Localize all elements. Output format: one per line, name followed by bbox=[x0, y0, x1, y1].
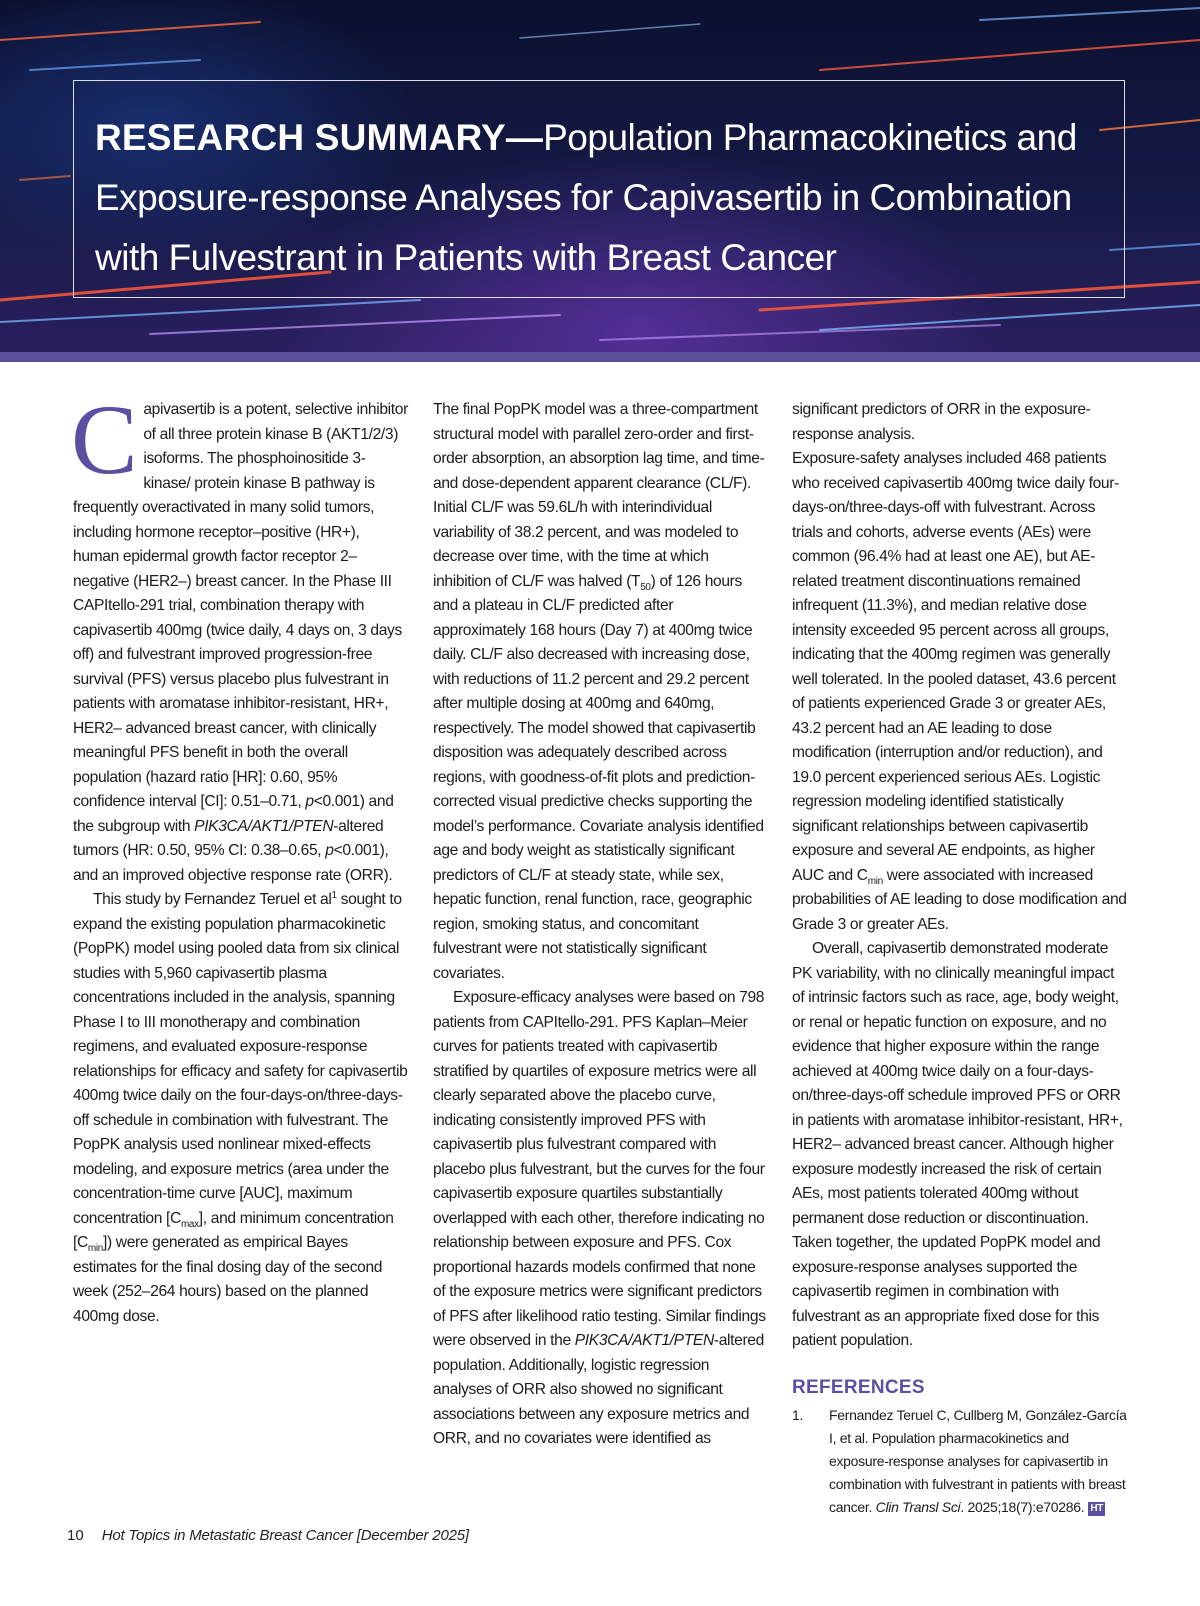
paragraph-intro bbox=[71, 384, 409, 888]
cmin-subscript-2-flow: min bbox=[867, 875, 883, 887]
intro-text-b: <0.001) and the subgroup with bbox=[73, 793, 394, 835]
model-text-b: ) of 126 hours and a plateau in CL/F predicted after approximately 168 hours (Day 7) at 400mg twice daily. CL/F also decreased with increasing dose, with reductions of 11.2 percent and 29.2 percent after multiple dosing at 400mg and 640mg, respectively. The model showed that capivasertib disposition was adequately described across regions, with goodness-of-fit plots and prediction-corrected visual predictive checks supporting the model’s performance. Covariate analysis identified age and body weight as statistically significant predictors of CL/F at steady state, while sex, hepatic function, renal function, race, geographic region, smoking status, and concomitant fulvestrant were not statistically significant covariates. bbox=[433, 572, 764, 982]
title-label: RESEARCH SUMMARY— bbox=[95, 117, 544, 158]
study-text-c: ], and minimum concentration [C bbox=[73, 1209, 394, 1251]
column-3 bbox=[792, 398, 1128, 1519]
cmin-subscript: min bbox=[87, 1243, 103, 1255]
p-value-italic-2: p bbox=[325, 842, 334, 859]
p-value-italic: p bbox=[305, 793, 314, 810]
study-text-d: ]) were generated as empirical Bayes estimates for the final dosing day of the second week (252–264 hours) based on the planned 400mg dose. bbox=[73, 1234, 383, 1325]
study-text-a: This study by Fernandez Teruel et al bbox=[93, 891, 332, 908]
intro-text-d: <0.001), and an improved objective response rate (ORR). bbox=[73, 842, 393, 884]
references-heading: REFERENCES bbox=[792, 1376, 925, 1398]
title-text: Population Pharmacokinetics and Exposure-response Analyses for Capivasertib in Combination with Fulvestrant in Patients with Breast Cancer bbox=[95, 117, 1077, 278]
header-banner bbox=[0, 0, 1200, 352]
ht-logo-badge: HT bbox=[1090, 1503, 1104, 1514]
citation-superscript: 1 bbox=[331, 889, 337, 901]
efficacy-text-b-flow: significant predictors of ORR in the exposure-response analysis. bbox=[792, 401, 1091, 443]
paragraph-model-cont bbox=[433, 398, 769, 986]
reference-citation: . 2025;18(7):e70286. bbox=[960, 1499, 1085, 1515]
study-text-b: sought to expand the existing population pharmacokinetic (PopPK) model using pooled data from six clinical studies with 5,960 capivasertib plasma concentrations included in the analysis, spanning Phase I to III monotherapy and combination regimens, and evaluated exposure-response relationships for efficacy and safety for capivasertib 400mg twice daily on the four-days-on/three-days-off schedule in combination with fulvestrant. The PopPK analysis used nonlinear mixed-effects modeling, and exposure metrics (area under the concentration-time curve [AUC], maximum concentration [C bbox=[73, 891, 408, 1227]
model-text-a: The final PopPK model was a three-compartment structural model with parallel zero-order and first-order absorption, an absorption lag time, and time- and dose-dependent apparent clearance (CL/F). Initial CL/F was 59.6L/h with interindividual variability of 38.2 percent, and was modeled to decrease over time, with the time at which inhibition of CL/F was halved (T bbox=[433, 401, 765, 590]
efficacy-text-a: Exposure-efficacy analyses were based on 798 patients from CAPItello-291. PFS Kaplan–Meier curves for patients treated with capivasertib stratified by quartiles of exposure metrics were all clearly separated above the placebo curve, indicating consistently improved PFS with capivasertib plus fulvestrant compared with placebo plus fulvestrant, but the curves for the four capivasertib exposure quartiles substantially overlapped with each other, therefore indicating no relationship between exposure and PFS. Cox proportional hazards models confirmed that none of the exposure metrics were significant predictors of PFS after likelihood ratio testing. Similar findings were observed in the bbox=[433, 989, 766, 1349]
cmax-subscript: max bbox=[180, 1218, 199, 1230]
t50-subscript: 50 bbox=[640, 581, 651, 593]
paragraph-safety-cont bbox=[792, 447, 1128, 937]
intro-text-c: -altered tumors (HR: 0.50, 95% CI: 0.38–0.65, bbox=[73, 817, 384, 859]
gene-name-italic-2: PIK3CA/AKT1/PTEN bbox=[574, 1332, 714, 1349]
efficacy-text-b: -altered population. Additionally, logistic regression analyses of ORR also showed no significant associations between any exposure metrics and ORR, and no covariates were identified as bbox=[433, 1332, 764, 1447]
banner-accent-bar bbox=[0, 352, 1200, 362]
paragraph-conclusion bbox=[792, 937, 1128, 1354]
column-1 bbox=[71, 384, 409, 1329]
intro-text-a: apivasertib is a potent, selective inhibitor of all three protein kinase B (AKT1/2/3) isoforms. The phosphoinositide 3- kinase/ protein kinase B pathway is frequently overactivated in many solid tumors, including hormone receptor–positive (HR+), human epidermal growth factor receptor 2–negative (HER2–) breast cancer. In the Phase III CAPItello-291 trial, combination therapy with capivasertib 400mg (twice daily, 4 days on, 3 days off) and fulvestrant improved progression-free survival (PFS) versus placebo plus fulvestrant in patients with aromatase inhibitor-resistant, HR+, HER2– advanced breast cancer, with clinically meaningful PFS benefit in both the overall population (hazard ratio [HR]: 0.60, 95% confidence interval [CI]: 0.51–0.71, bbox=[73, 401, 408, 810]
page-number: 10 bbox=[67, 1527, 84, 1544]
safety-text-a-flow: Exposure-safety analyses included 468 patients who received capivasertib 400mg twice daily four-days-on/three-days-off with fulvestrant. Across trials and cohorts, adverse events (AEs) were common (96.4% had at least one AE), but AE-related treatment discontinuations remained infrequent (11.3%), and median relative dose intensity exceeded 95 percent across all groups, indicating that the 400mg regimen was generally well tolerated. In the pooled dataset, 43.6 percent of patients experienced Grade 3 or greater AEs, 43.2 percent had an AE leading to dose modification (interruption and/or reduction), and 19.0 percent experienced serious AEs. Logistic regression modeling identified statistically significant relationships between capivasertib exposure and several AE endpoints, as higher AUC and C bbox=[792, 450, 1119, 884]
reference-journal: Clin Transl Sci bbox=[875, 1499, 961, 1515]
reference-number: 1. bbox=[792, 1407, 804, 1423]
reference-text: Fernandez Teruel C, Cullberg M, González-García I, et al. Population pharmacokinetics and exposure-response analyses for capivasertib in combination with fulvestrant in patients with breast cancer. bbox=[829, 1407, 1127, 1515]
gene-name-italic: PIK3CA/AKT1/PTEN bbox=[194, 817, 334, 835]
column-2 bbox=[433, 398, 769, 1452]
drop-cap: C bbox=[71, 384, 138, 495]
safety-text-b-flow: were associated with increased probabilities of AE leading to dose modification and Grade 3 or greater AEs. bbox=[792, 866, 1127, 933]
reference-item bbox=[792, 1404, 1128, 1519]
publication-name: Hot Topics in Metastatic Breast Cancer [December 2025] bbox=[101, 1527, 469, 1544]
paragraph-efficacy-cont bbox=[792, 398, 1128, 447]
page-title bbox=[95, 108, 1105, 288]
conclusion-text: Overall, capivasertib demonstrated moderate PK variability, with no clinically meaningful impact of intrinsic factors such as race, age, body weight, or renal or hepatic function on exposure, and no evidence that higher exposure within the range achieved at 400mg twice daily on a four-days-on/three-days-off schedule improved PFS or ORR in patients with aromatase inhibitor-resistant, HR+, HER2– advanced breast cancer. Although higher exposure modestly increased the risk of certain AEs, most patients tolerated 400mg without permanent dose reduction or discontinuation. Taken together, the updated PopPK model and exposure-response analyses supported the capivasertib regimen in combination with fulvestrant as an appropriate fixed dose for this patient population. bbox=[792, 940, 1123, 1349]
page-footer bbox=[67, 1527, 469, 1544]
paragraph-study bbox=[73, 888, 409, 1329]
paragraph-efficacy bbox=[433, 986, 769, 1452]
